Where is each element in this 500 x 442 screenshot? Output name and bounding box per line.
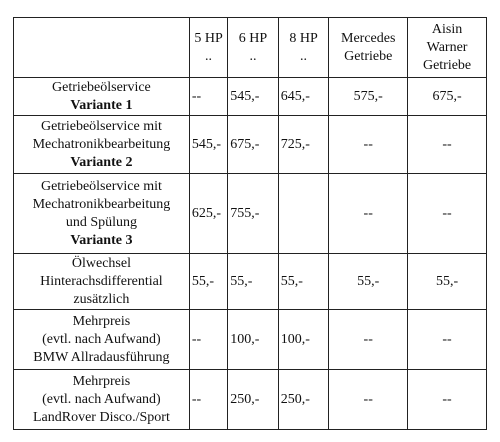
header-aisin-line1: Aisin [431,21,463,37]
price-aisin: 55,- [408,254,487,310]
price-5hp: 545,- [189,116,227,174]
header-aisin-line3: Getriebe [422,57,472,73]
header-6hp [228,18,279,78]
row-label-line: (evtl. nach Aufwand) [42,331,161,347]
price-aisin: -- [408,174,487,254]
price-mercedes: 55,- [329,254,408,310]
header-5hp-line2: .. [205,48,213,64]
header-6hp-line1: 6 HP [238,30,268,46]
price-mercedes: 575,- [329,78,408,116]
price-5hp: 625,- [189,174,227,254]
table-row [14,310,487,370]
header-6hp-line2: .. [249,48,257,64]
table-row [14,116,487,174]
row-label-line: und Spülung [65,214,138,230]
row-label [14,174,190,254]
header-5hp [189,18,227,78]
price-6hp: 100,- [228,310,279,370]
price-aisin: -- [408,370,487,430]
header-aisin-line2: Warner [426,39,468,55]
row-label-line: BMW Allradausführung [33,349,170,365]
header-5hp-line1: 5 HP [194,30,223,46]
price-aisin: 675,- [408,78,487,116]
price-5hp: -- [189,310,227,370]
price-8hp: 725,- [278,116,329,174]
table-row [14,174,487,254]
row-label [14,116,190,174]
row-label-line: Mechatronikbearbeitung [32,196,171,212]
row-label-line: Getriebeölservice mit [40,118,162,134]
price-aisin: -- [408,116,487,174]
row-label-line: Ölwechsel [71,255,131,271]
price-mercedes: -- [329,310,408,370]
price-mercedes: -- [329,370,408,430]
price-8hp: 645,- [278,78,329,116]
row-label [14,370,190,430]
row-variant: Variante 1 [70,97,133,113]
row-label-line: Hinterachsdifferential [40,273,163,289]
price-8hp: 55,- [278,254,329,310]
row-label-line: (evtl. nach Aufwand) [42,391,161,407]
row-variant: Variante 3 [70,232,133,248]
price-6hp: 545,- [228,78,279,116]
header-8hp-line2: .. [300,48,308,64]
header-row [14,18,487,78]
header-8hp [278,18,329,78]
table-row [14,370,487,430]
table-row [14,254,487,310]
price-5hp: -- [189,370,227,430]
header-mercedes-line2: Getriebe [344,48,393,64]
row-label-line: zusätzlich [73,291,130,307]
price-8hp: 250,- [278,370,329,430]
price-6hp: 755,- [228,174,279,254]
price-mercedes: -- [329,174,408,254]
price-8hp: 100,- [278,310,329,370]
row-label-line: Mehrpreis [72,313,131,329]
row-label [14,310,190,370]
price-table [13,17,487,430]
row-label-line: Getriebeölservice [52,79,151,95]
header-mercedes-line1: Mercedes [341,30,396,46]
row-label-line: LandRover Disco./Sport [32,409,170,425]
row-label [14,78,190,116]
header-mercedes [329,18,408,78]
price-8hp [278,174,329,254]
price-6hp: 250,- [228,370,279,430]
header-aisin [408,18,487,78]
table-row [14,78,487,116]
row-label-line: Mehrpreis [72,373,131,389]
row-variant: Variante 2 [70,154,133,170]
price-aisin: -- [408,310,487,370]
row-label-line: Getriebeölservice mit [40,178,162,194]
price-5hp: -- [189,78,227,116]
price-5hp: 55,- [189,254,227,310]
row-label-line: Mechatronikbearbeitung [32,136,171,152]
price-mercedes: -- [329,116,408,174]
row-label [14,254,190,310]
price-6hp: 55,- [228,254,279,310]
header-label-cell [14,18,190,78]
header-8hp-line1: 8 HP [289,30,318,46]
price-6hp: 675,- [228,116,279,174]
